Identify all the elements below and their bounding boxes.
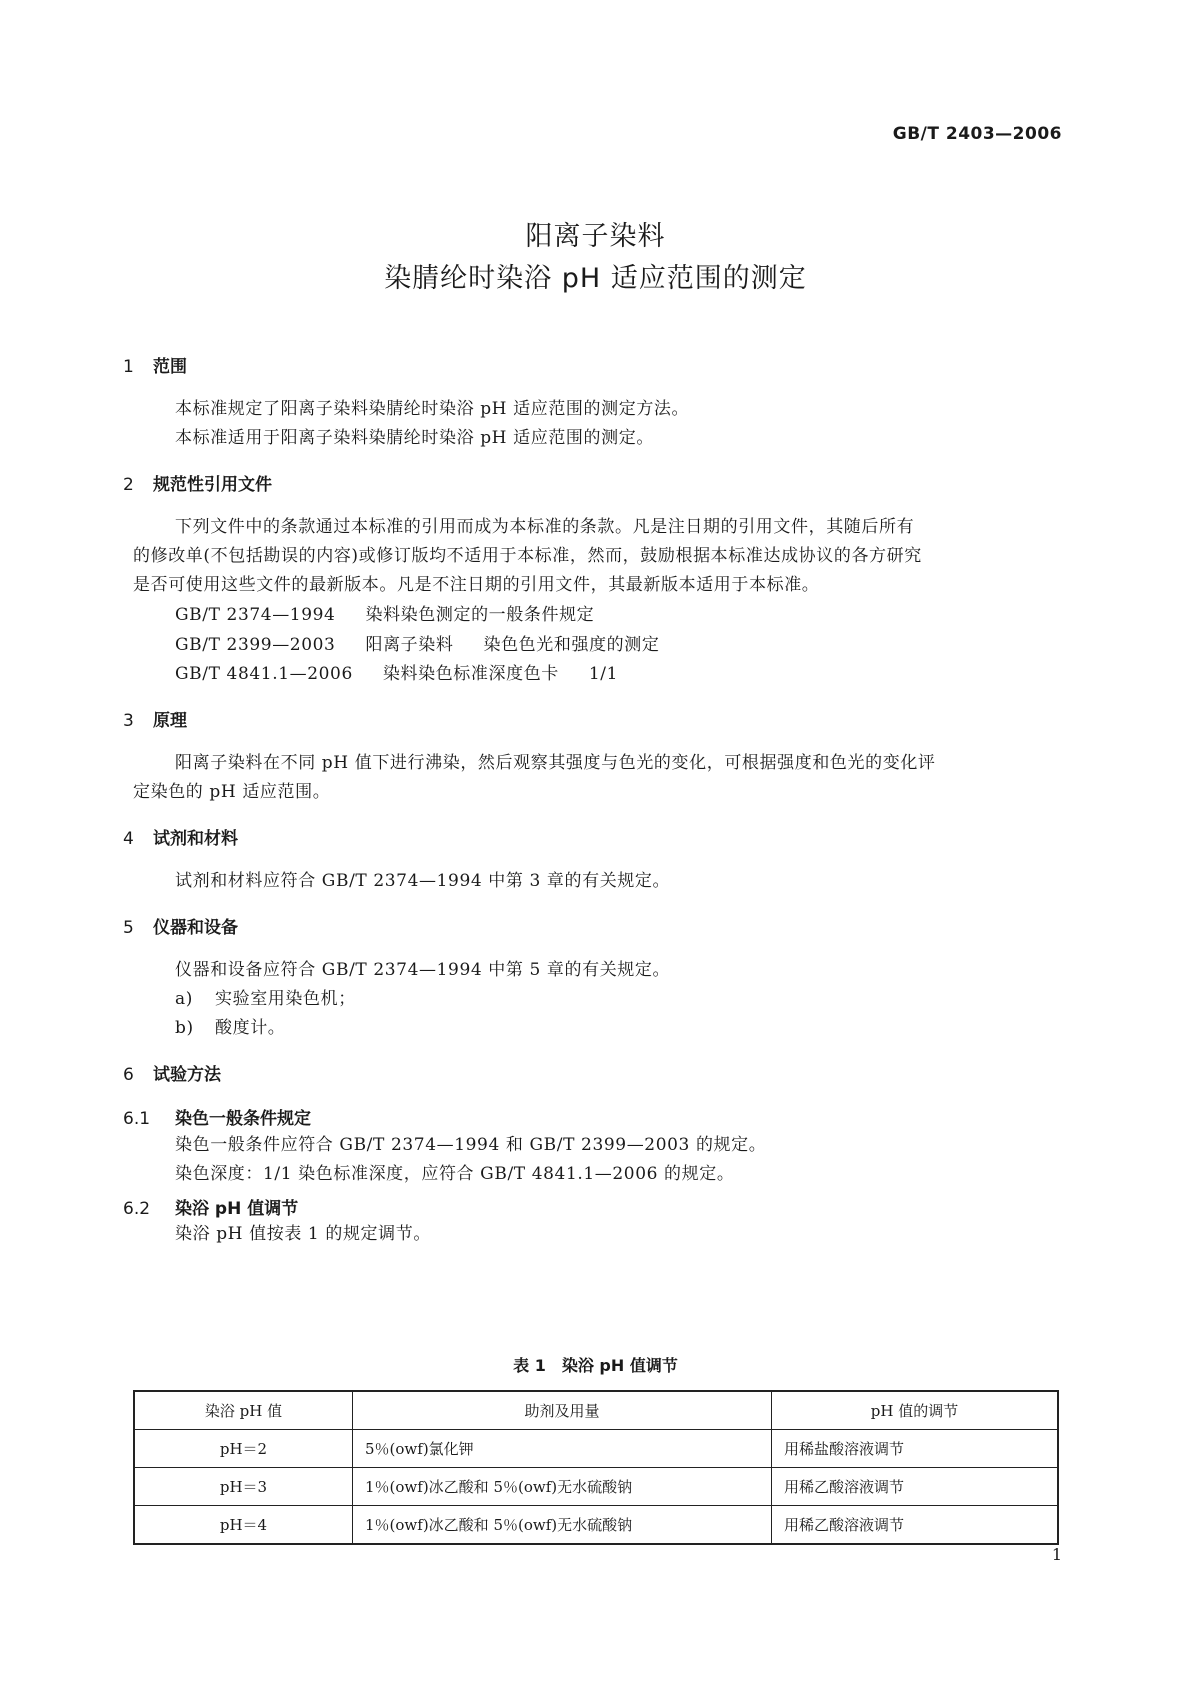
normative-reference xyxy=(175,629,659,661)
section-5-heading xyxy=(123,913,238,938)
table-cell: pH＝3 xyxy=(134,1468,353,1506)
document-title-line2: 染腈纶时染浴 pH 适应范围的测定 xyxy=(384,263,807,294)
column-header: pH 值的调节 xyxy=(772,1391,1059,1430)
section-number: 2 xyxy=(123,475,134,495)
section-number: 1 xyxy=(123,357,134,377)
section-number: 6.2 xyxy=(123,1199,151,1219)
reference-name: 阳离子染料 xyxy=(365,635,454,655)
section-title: 试验方法 xyxy=(153,1065,221,1085)
section-title: 规范性引用文件 xyxy=(153,475,272,495)
list-label: a) xyxy=(175,989,193,1009)
normative-reference xyxy=(175,599,594,631)
reference-name: 染料染色标准深度色卡 xyxy=(382,664,559,684)
table-row xyxy=(134,1430,1058,1468)
section-number: 5 xyxy=(123,918,134,938)
reference-name: 染料染色测定的一般条件规定 xyxy=(365,605,595,625)
table-1 xyxy=(133,1390,1059,1545)
table-cell: 1％(owf)冰乙酸和 5％(owf)无水硫酸钠 xyxy=(353,1468,772,1506)
document-title-line1: 阳离子染料 xyxy=(525,221,666,252)
section-title: 原理 xyxy=(153,711,187,731)
paragraph-line: 阳离子染料在不同 pH 值下进行沸染，然后观察其强度与色光的变化，可根据强度和色光的变化评 xyxy=(175,753,936,773)
paragraph-line: 是否可使用这些文件的最新版本。凡是不注日期的引用文件，其最新版本适用于本标准。 xyxy=(133,575,820,595)
reference-code: GB/T 2399—2003 xyxy=(175,635,336,655)
subsection-6-1-heading xyxy=(123,1104,311,1129)
section-title: 试剂和材料 xyxy=(153,829,238,849)
section-title: 染色一般条件规定 xyxy=(175,1109,311,1129)
paragraph: 本标准规定了阳离子染料染腈纶时染浴 pH 适应范围的测定方法。 xyxy=(175,399,690,419)
table-caption: 表 1 染浴 pH 值调节 xyxy=(513,1356,678,1375)
table-row xyxy=(134,1506,1058,1545)
standard-number: GB/T 2403—2006 xyxy=(892,124,1062,144)
section-2-heading xyxy=(123,470,272,495)
paragraph-line: 的修改单(不包括勘误的内容)或修订版均不适用于本标准，然而，鼓励根据本标准达成协议的各方研究 xyxy=(133,546,922,566)
paragraph-line: 下列文件中的条款通过本标准的引用而成为本标准的条款。凡是注日期的引用文件，其随后所有 xyxy=(175,517,915,537)
table-cell: 用稀乙酸溶液调节 xyxy=(772,1468,1059,1506)
section-1-heading xyxy=(123,352,187,377)
list-label: b) xyxy=(175,1018,194,1038)
column-header: 染浴 pH 值 xyxy=(134,1391,353,1430)
table-cell: 1％(owf)冰乙酸和 5％(owf)无水硫酸钠 xyxy=(353,1506,772,1545)
section-number: 3 xyxy=(123,711,134,731)
column-header: 助剂及用量 xyxy=(353,1391,772,1430)
section-number: 6.1 xyxy=(123,1109,151,1129)
page-number: 1 xyxy=(1051,1545,1062,1564)
table-row xyxy=(134,1468,1058,1506)
list-text: 实验室用染色机； xyxy=(215,989,356,1009)
table-cell: 用稀盐酸溶液调节 xyxy=(772,1430,1059,1468)
table-cell: pH＝2 xyxy=(134,1430,353,1468)
section-title: 仪器和设备 xyxy=(153,918,238,938)
section-number: 6 xyxy=(123,1065,134,1085)
section-4-heading xyxy=(123,824,238,849)
reference-code: GB/T 4841.1—2006 xyxy=(175,664,353,684)
paragraph: 染浴 pH 值按表 1 的规定调节。 xyxy=(175,1224,431,1244)
reference-code: GB/T 2374—1994 xyxy=(175,605,336,625)
list-item xyxy=(175,983,356,1015)
paragraph-line: 定染色的 pH 适应范围。 xyxy=(133,782,331,802)
paragraph: 染色一般条件应符合 GB/T 2374—1994 和 GB/T 2399—2003 的规定。 xyxy=(175,1135,767,1155)
section-title: 染浴 pH 值调节 xyxy=(175,1199,299,1219)
list-text: 酸度计。 xyxy=(215,1018,286,1038)
section-6-heading xyxy=(123,1060,221,1085)
section-3-heading xyxy=(123,706,187,731)
section-number: 4 xyxy=(123,829,134,849)
subsection-6-2-heading xyxy=(123,1194,298,1219)
table-cell: pH＝4 xyxy=(134,1506,353,1545)
reference-subtitle: 染色色光和强度的测定 xyxy=(483,635,660,655)
paragraph: 试剂和材料应符合 GB/T 2374—1994 中第 3 章的有关规定。 xyxy=(175,871,671,891)
list-item xyxy=(175,1012,285,1044)
normative-reference xyxy=(175,658,618,690)
section-title: 范围 xyxy=(153,357,187,377)
paragraph: 染色深度：1/1 染色标准深度，应符合 GB/T 4841.1—2006 的规定。 xyxy=(175,1164,735,1184)
table-cell: 5％(owf)氯化钾 xyxy=(353,1430,772,1468)
paragraph: 仪器和设备应符合 GB/T 2374—1994 中第 5 章的有关规定。 xyxy=(175,960,671,980)
table-cell: 用稀乙酸溶液调节 xyxy=(772,1506,1059,1545)
table-header-row xyxy=(134,1391,1058,1430)
paragraph: 本标准适用于阳离子染料染腈纶时染浴 pH 适应范围的测定。 xyxy=(175,428,654,448)
reference-subtitle: 1/1 xyxy=(588,664,619,684)
